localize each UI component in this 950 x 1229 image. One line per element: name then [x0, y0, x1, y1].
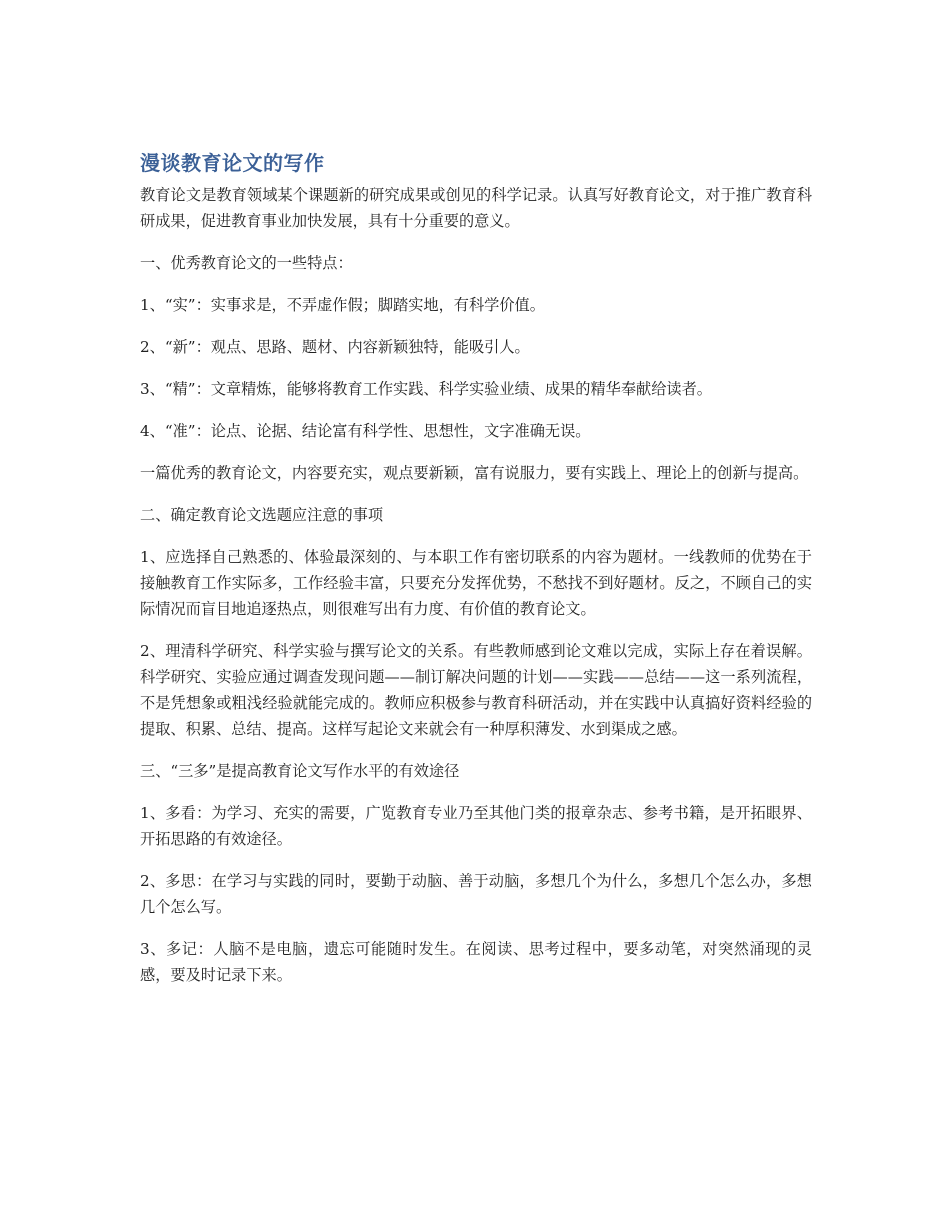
list-item: 3、“精”：文章精炼，能够将教育工作实践、科学实验业绩、成果的精华奉献给读者。 [140, 380, 712, 398]
list-item: 1、多看：为学习、充实的需要，广览教育专业乃至其他门类的报章杂志、参考书籍，是开拓眼界、开拓思路的有效途径。 [140, 804, 812, 848]
list-item: 2、“新”：观点、思路、题材、内容新颖独特，能吸引人。 [140, 338, 530, 356]
list-item: 4、“准”：论点、论据、结论富有科学性、思想性，文字准确无误。 [140, 422, 591, 440]
document-title: 漫谈教育论文的写作 [140, 151, 325, 175]
intro-paragraph: 教育论文是教育领域某个课题新的研究成果或创见的科学记录。认真写好教育论文，对于推广教育科研成果，促进教育事业加快发展，具有十分重要的意义。 [140, 186, 812, 230]
section-heading-3: 三、“三多”是提高教育论文写作水平的有效途径 [140, 762, 460, 780]
list-item: 1、“实”：实事求是，不弄虚作假；脚踏实地，有科学价值。 [140, 296, 545, 314]
summary-paragraph: 一篇优秀的教育论文，内容要充实，观点要新颖，富有说服力，要有实践上、理论上的创新与提高。 [140, 464, 809, 482]
document-page [140, 148, 812, 1004]
list-item: 3、多记：人脑不是电脑，遗忘可能随时发生。在阅读、思考过程中，要多动笔，对突然涌现的灵感，要及时记录下来。 [140, 940, 812, 984]
list-item: 1、应选择自己熟悉的、体验最深刻的、与本职工作有密切联系的内容为题材。一线教师的优势在于接触教育工作实际多，工作经验丰富，只要充分发挥优势，不愁找不到好题材。反之，不顾自己的实际情况而盲目地追逐热点，则很难写出有力度、有价值的教育论文。 [140, 548, 812, 618]
section-heading-2: 二、确定教育论文选题应注意的事项 [140, 506, 383, 524]
section-heading-1: 一、优秀教育论文的一些特点： [140, 254, 353, 272]
list-item: 2、理清科学研究、科学实验与撰写论文的关系。有些教师感到论文难以完成，实际上存在着误解。科学研究、实验应通过调查发现问题——制订解决问题的计划——实践——总结——这一系列流程，不是凭想象或粗浅经验就能完成的。教师应积极参与教育科研活动，并在实践中认真搞好资料经验的提取、积累、总结、提高。这样写起论文来就会有一种厚积薄发、水到渠成之感。 [140, 642, 812, 738]
list-item: 2、多思：在学习与实践的同时，要勤于动脑、善于动脑，多想几个为什么，多想几个怎么办，多想几个怎么写。 [140, 872, 812, 916]
